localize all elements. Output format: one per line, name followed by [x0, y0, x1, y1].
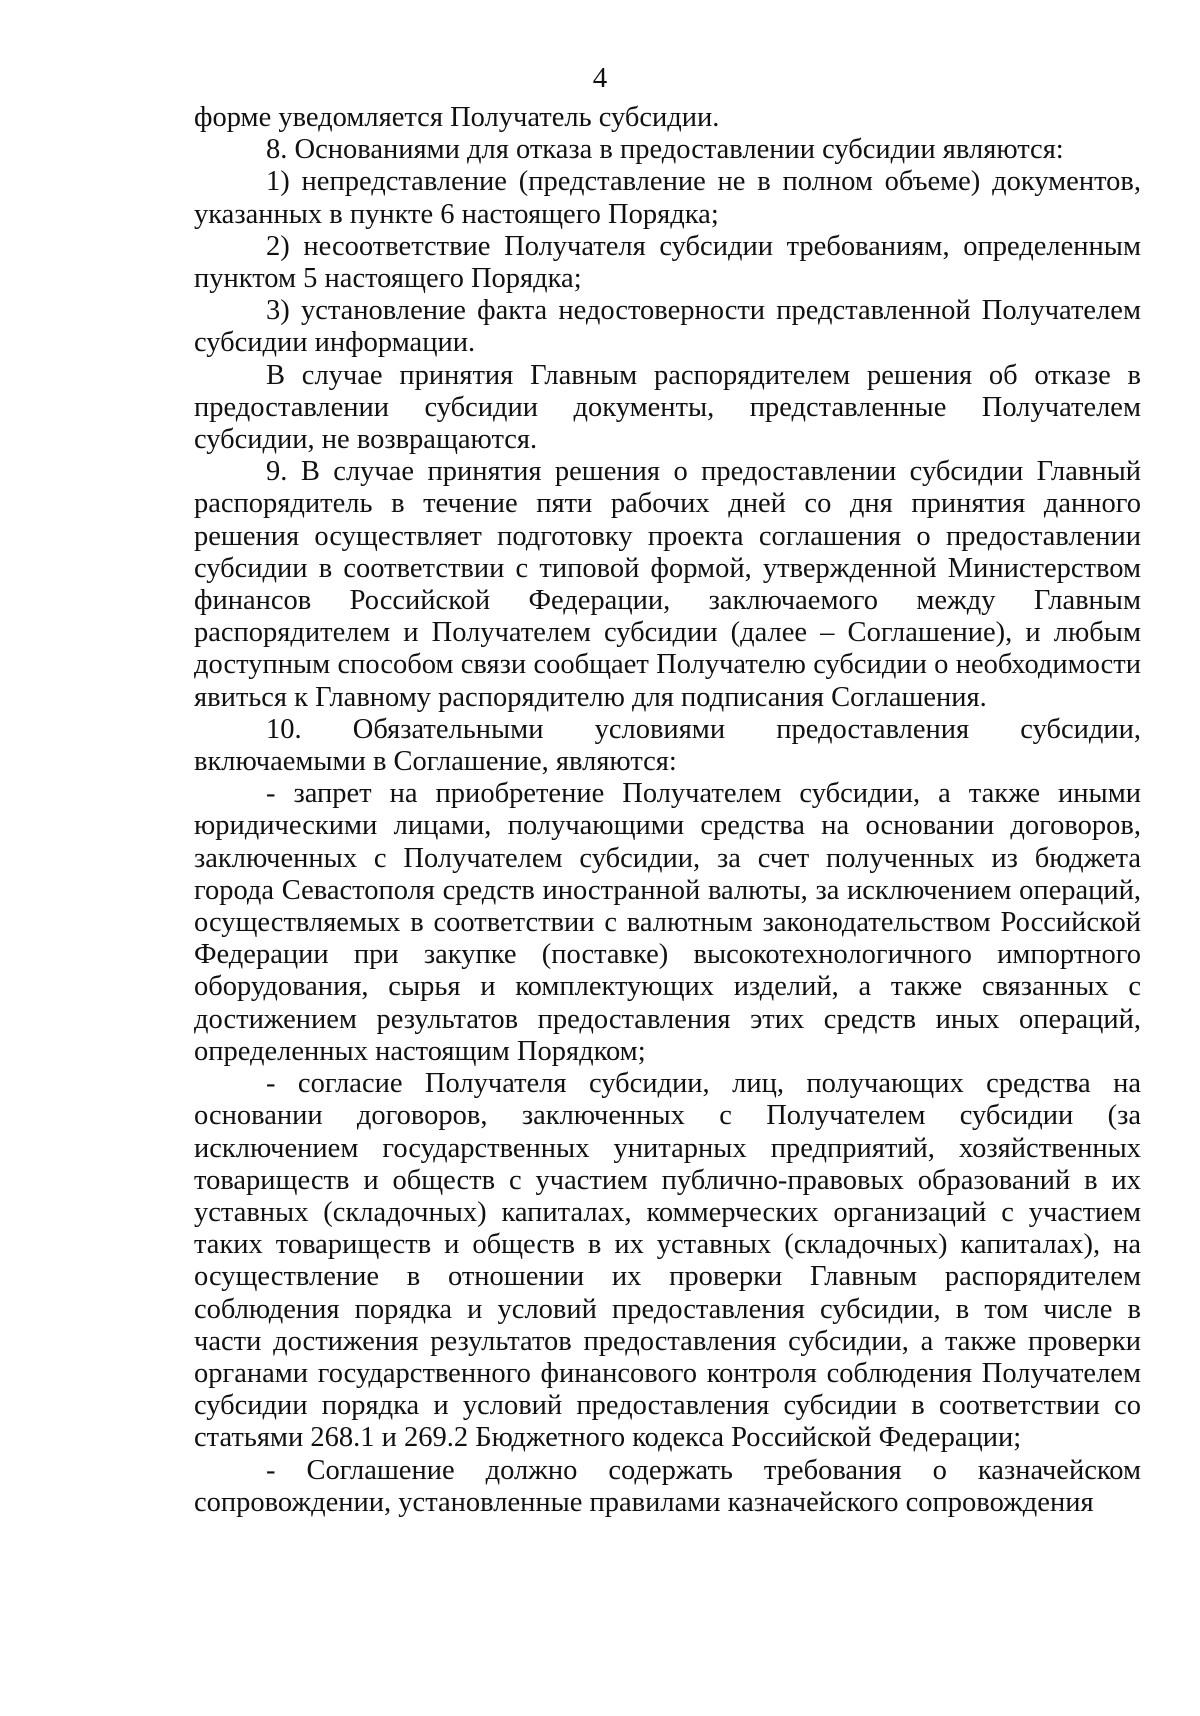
paragraph-clause-10-ban-currency: - запрет на приобретение Получателем субсидии, а также иными юридическими лицами, получающими средства на основании договоров, заключенных с Получателем субсидии, за счет полученных из бюджета города Севастополя средств иностранной валюты, за исключением операций, осуществляемых в соответствии с валютным законодательством Российской Федерации при закупке (поставке) высокотехнологичного импортного оборудования, сырья и комплектующих изделий, а также связанных с достижением результатов предоставления этих средств иных операций, определенных настоящим Порядком; — [194, 778, 1141, 1067]
paragraph-clause-10-consent-audit: - согласие Получателя субсидии, лиц, получающих средства на основании договоров, заключенных с Получателем субсидии (за исключением государственных унитарных предприятий, хозяйственных товариществ и обществ с участием публично-правовых образований в их уставных (складочных) капиталах, коммерческих организаций с участием таких товариществ и обществ в их уставных (складочных) капиталах), на осуществление в отношении их проверки Главным распорядителем соблюдения порядка и условий предоставления субсидии, в том числе в части достижения результатов предоставления субсидии, а также проверки органами государственного финансового контроля соблюдения Получателем субсидии порядка и условий предоставления субсидии в соответствии со статьями 268.1 и 269.2 Бюджетного кодекса Российской Федерации; — [194, 1068, 1141, 1454]
paragraph-clause-8-item-2: 2) несоответствие Получателя субсидии требованиям, определенным пунктом 5 настоящего Порядка; — [194, 230, 1141, 295]
page-number: 4 — [592, 62, 608, 94]
document-body — [194, 102, 1141, 1519]
paragraph-refusal-documents: В случае принятия Главным распорядителем решения об отказе в предоставлении субсидии документы, представленные Получателем субсидии, не возвращаются. — [194, 359, 1141, 456]
paragraph-clause-8: 8. Основаниями для отказа в предоставлении субсидии являются: — [266, 134, 1064, 166]
paragraph-continuation: форме уведомляется Получатель субсидии. — [194, 102, 720, 133]
paragraph-clause-9: 9. В случае принятия решения о предоставлении субсидии Главный распорядитель в течение пяти рабочих дней со дня принятия данного решения осуществляет подготовку проекта соглашения о предоставлении субсидии в соответствии с типовой формой, утвержденной Министерством финансов Российской Федерации, заключаемого между Главным распорядителем и Получателем субсидии (далее – Соглашение), и любым доступным способом связи сообщает Получателю субсидии о необходимости явиться к Главному распорядителю для подписания Соглашения. — [194, 456, 1141, 713]
paragraph-clause-10: 10. Обязательными условиями предоставления субсидии, включаемыми в Соглашение, являются: — [194, 713, 1141, 778]
paragraph-clause-10-treasury-support: - Соглашение должно содержать требования о казначейском сопровождении, установленные правилами казначейского сопровождения — [194, 1454, 1141, 1518]
paragraph-clause-8-item-3: 3) установление факта недостоверности представленной Получателем субсидии информации. — [194, 295, 1141, 359]
paragraph-clause-8-item-1: 1) непредставление (представление не в полном объеме) документов, указанных в пункте 6 настоящего Порядка; — [194, 166, 1141, 230]
